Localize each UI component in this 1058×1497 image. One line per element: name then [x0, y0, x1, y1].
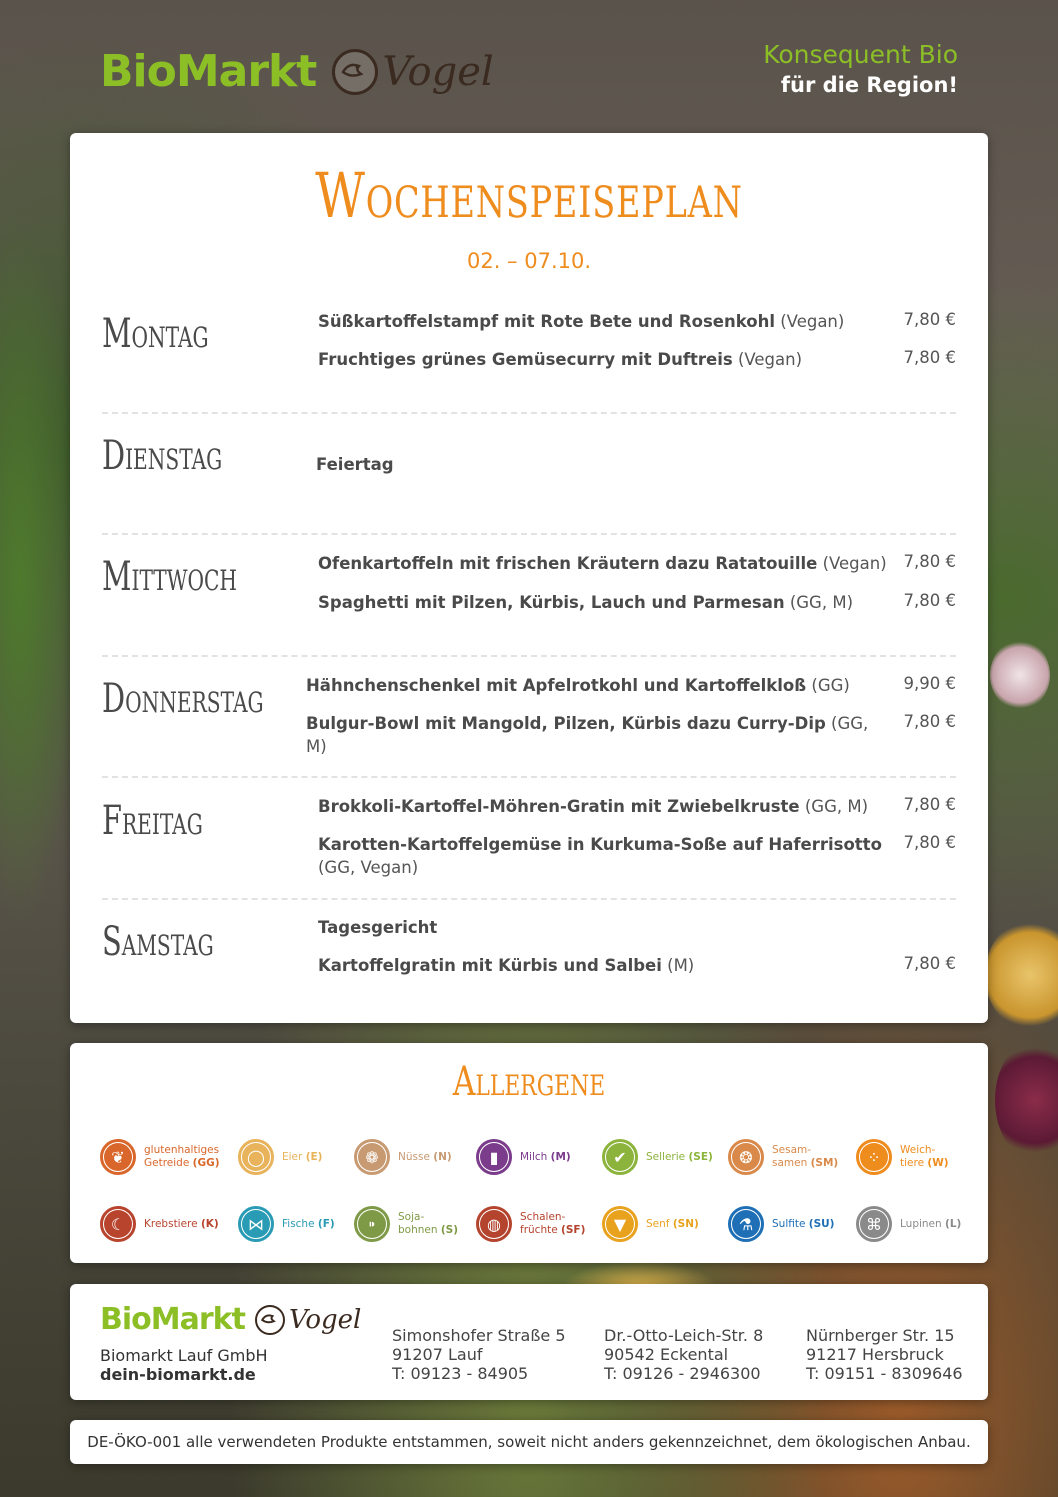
menu-title: Wochenspeiseplan: [315, 159, 743, 232]
website-link[interactable]: dein-biomarkt.de: [100, 1365, 256, 1384]
dish-price: 7,80 €: [903, 833, 956, 852]
biomarkt-logo: [100, 46, 494, 97]
tagline-line2: für die Region!: [780, 73, 958, 97]
allergen-item: [856, 1206, 961, 1242]
background-potato: [985, 920, 1058, 1030]
company-name: Biomarkt Lauf GmbH: [100, 1346, 268, 1365]
lupin-icon: ⌘: [856, 1206, 892, 1242]
celery-icon: ✔: [602, 1139, 638, 1175]
dish: [318, 954, 888, 977]
day-tuesday: [102, 427, 956, 537]
dish: [318, 833, 888, 879]
day-separator: [102, 655, 956, 657]
allergen-label: [772, 1218, 834, 1231]
allergen-name: Fische: [282, 1217, 315, 1230]
allergen-name: Milch: [520, 1150, 548, 1163]
allergen-code: (SM): [810, 1157, 839, 1169]
allergen-item: [100, 1139, 220, 1175]
dish-price: 7,80 €: [903, 712, 956, 731]
allergen-label: [646, 1151, 713, 1164]
day-name: Donnerstag: [102, 676, 264, 722]
wheat-icon: ❦: [100, 1139, 136, 1175]
address-city: 91207 Lauf: [392, 1345, 483, 1364]
dish: [318, 552, 888, 575]
address-phone: T: 09126 - 2946300: [604, 1364, 761, 1383]
allergen-label: [398, 1211, 458, 1237]
allergen-name: Eier: [282, 1150, 303, 1163]
allergen-label: [144, 1144, 220, 1170]
dish-note: (GG): [806, 676, 850, 695]
dish: [318, 591, 888, 614]
allergen-code: (N): [433, 1150, 452, 1163]
day-saturday: [102, 913, 956, 1013]
day-separator: [102, 898, 956, 900]
allergen-item: [476, 1139, 571, 1175]
footer-logo: [100, 1302, 361, 1337]
page-header: [0, 0, 1058, 130]
address-phone: T: 09151 - 8309646: [806, 1364, 963, 1383]
allergen-item: [476, 1206, 585, 1242]
dish-note: (Vegan): [817, 554, 887, 573]
allergen-name: Senf: [646, 1217, 670, 1230]
allergen-code: (GG): [192, 1157, 220, 1169]
dish-name: Bulgur-Bowl mit Mangold, Pilzen, Kürbis dazu Curry-Dip: [306, 714, 826, 733]
allergen-code: (SU): [808, 1217, 835, 1230]
day-monday: [102, 305, 956, 415]
shell-fruit-icon: ◍: [476, 1206, 512, 1242]
milk-icon: ▮: [476, 1139, 512, 1175]
tagline-line1: Konsequent Bio: [763, 40, 958, 69]
dish-name: Feiertag: [316, 455, 394, 474]
dish-price: 7,80 €: [903, 310, 956, 329]
allergen-code: (K): [200, 1217, 219, 1230]
allergen-item: [602, 1139, 713, 1175]
certification-text: DE-ÖKO-001 alle verwendeten Produkte entstammen, soweit nicht anders gekennzeichnet, dem ökologischen Anbau.: [87, 1433, 971, 1451]
certification-card: [70, 1420, 988, 1464]
day-wednesday: [102, 548, 956, 658]
soy-icon: ⁍: [354, 1206, 390, 1242]
day-name: Mittwoch: [102, 554, 237, 600]
logo-biomarkt-text: BioMarkt: [100, 46, 317, 97]
dish-name: Kartoffelgratin mit Kürbis und Salbei: [318, 956, 662, 975]
dish-name: Tagesgericht: [318, 918, 438, 937]
bird-emblem-icon: [255, 1305, 285, 1335]
address-city: 90542 Eckental: [604, 1345, 729, 1364]
dish: [318, 795, 888, 818]
mollusc-icon: ⁘: [856, 1139, 892, 1175]
allergen-item: [354, 1206, 458, 1242]
dish: [316, 453, 886, 476]
address-city: 91217 Hersbruck: [806, 1345, 944, 1364]
allergen-code: (SF): [561, 1224, 586, 1236]
allergen-name: Weich- tiere: [900, 1144, 936, 1169]
day-separator: [102, 412, 956, 414]
day-name: Freitag: [102, 798, 203, 844]
fish-icon: ⋈: [238, 1206, 274, 1242]
logo-biomarkt-text: BioMarkt: [100, 1302, 245, 1337]
allergen-name: glutenhaltiges Getreide: [144, 1144, 220, 1169]
dish-name: Ofenkartoffeln mit frischen Kräutern dazu Ratatouille: [318, 554, 818, 573]
allergen-code: (M): [550, 1150, 571, 1163]
allergen-item: [602, 1206, 699, 1242]
allergen-label: [144, 1218, 219, 1231]
dish-name: Süßkartoffelstampf mit Rote Bete und Rosenkohl: [318, 312, 775, 331]
bird-emblem-icon: [332, 49, 378, 95]
allergen-name: Krebstiere: [144, 1217, 198, 1230]
sesame-icon: ❂: [728, 1139, 764, 1175]
dish-price: 7,80 €: [903, 348, 956, 367]
allergen-label: [282, 1151, 322, 1164]
allergen-code: (E): [305, 1150, 323, 1163]
dish: [306, 712, 876, 758]
address-lauf: [392, 1326, 566, 1383]
allergen-item: [728, 1139, 838, 1175]
allergen-name: Sesam- samen: [772, 1144, 812, 1169]
allergen-item: [728, 1206, 834, 1242]
address-hersbruck: [806, 1326, 963, 1383]
allergen-name: Soja- bohnen: [398, 1211, 438, 1236]
allergen-item: [354, 1139, 452, 1175]
logo-vogel-text: Vogel: [382, 48, 494, 95]
allergen-code: (F): [317, 1217, 335, 1230]
company-info: [100, 1346, 268, 1384]
dish-name: Fruchtiges grünes Gemüsecurry mit Duftreis: [318, 350, 733, 369]
dish-note: (Vegan): [732, 350, 803, 369]
day-name: Montag: [102, 311, 209, 357]
allergen-code: (W): [927, 1157, 949, 1169]
logo-vogel-text: Vogel: [288, 1304, 362, 1335]
dish-name: Hähnchenschenkel mit Apfelrotkohl und Kartoffelkloß: [306, 676, 807, 695]
allergen-title: Allergene: [452, 1059, 606, 1105]
address-street: Dr.-Otto-Leich-Str. 8: [604, 1326, 764, 1345]
dish-name: Spaghetti mit Pilzen, Kürbis, Lauch und Parmesan: [318, 593, 785, 612]
day-name: Samstag: [102, 919, 214, 965]
dish-price: 7,80 €: [903, 591, 956, 610]
allergen-card: [70, 1043, 988, 1263]
allergen-name: Nüsse: [398, 1150, 430, 1163]
mustard-icon: ▼: [602, 1206, 638, 1242]
dish-note: (GG, Vegan): [318, 858, 419, 877]
dish: [306, 674, 876, 697]
allergen-code: (SE): [688, 1150, 713, 1163]
allergen-name: Lupinen: [900, 1217, 942, 1230]
dish-note: (M): [661, 956, 695, 975]
allergen-label: [520, 1151, 571, 1164]
allergen-code: (S): [440, 1224, 459, 1236]
weekly-menu-card: [70, 133, 988, 1023]
address-street: Nürnberger Str. 15: [806, 1326, 955, 1345]
day-name: Dienstag: [102, 433, 223, 479]
menu-dates: 02. – 07.10.: [466, 249, 592, 273]
egg-icon: ◯: [238, 1139, 274, 1175]
crustacean-icon: ☾: [100, 1206, 136, 1242]
dish-price: 7,80 €: [903, 954, 956, 973]
allergen-label: [900, 1144, 949, 1170]
dish-price: 9,90 €: [903, 674, 956, 693]
allergen-label: [900, 1218, 961, 1231]
allergen-name: Sulfite: [772, 1217, 806, 1230]
tagline: [763, 40, 958, 97]
address-eckental: [604, 1326, 763, 1383]
dish-name: Brokkoli-Kartoffel-Möhren-Gratin mit Zwiebelkruste: [318, 797, 800, 816]
allergen-name: Schalen- früchte: [520, 1211, 566, 1236]
dish: [318, 348, 888, 371]
dish: [318, 310, 888, 333]
dish-note: (GG, M): [306, 714, 869, 756]
dish-note: (Vegan): [775, 312, 845, 331]
dish-note: (GG, M): [799, 797, 869, 816]
footer-card: [70, 1284, 988, 1400]
allergen-code: (SN): [672, 1217, 699, 1230]
address-phone: T: 09123 - 84905: [392, 1364, 529, 1383]
allergen-label: [772, 1144, 838, 1170]
allergen-item: [238, 1139, 322, 1175]
allergen-label: [646, 1218, 699, 1231]
allergen-item: [856, 1139, 949, 1175]
dish: [318, 916, 888, 939]
address-street: Simonshofer Straße 5: [392, 1326, 566, 1345]
background-cabbage: [995, 1040, 1058, 1160]
day-friday: [102, 792, 956, 902]
day-separator: [102, 776, 956, 778]
allergen-item: [238, 1206, 335, 1242]
allergen-label: [398, 1151, 452, 1164]
sulfite-icon: ⚗: [728, 1206, 764, 1242]
background-garlic: [990, 640, 1050, 710]
dish-price: 7,80 €: [903, 552, 956, 571]
dish-note: (GG, M): [784, 593, 854, 612]
allergen-code: (L): [945, 1217, 962, 1230]
allergen-name: Sellerie: [646, 1150, 686, 1163]
allergen-item: [100, 1206, 219, 1242]
background-vegetables: [0, 230, 80, 930]
allergen-label: [520, 1211, 585, 1237]
dish-price: 7,80 €: [903, 795, 956, 814]
day-thursday: [102, 670, 956, 780]
dish-name: Karotten-Kartoffelgemüse in Kurkuma-Soße auf Haferrisotto: [318, 835, 882, 854]
allergen-label: [282, 1218, 335, 1231]
nut-icon: ❁: [354, 1139, 390, 1175]
day-separator: [102, 533, 956, 535]
